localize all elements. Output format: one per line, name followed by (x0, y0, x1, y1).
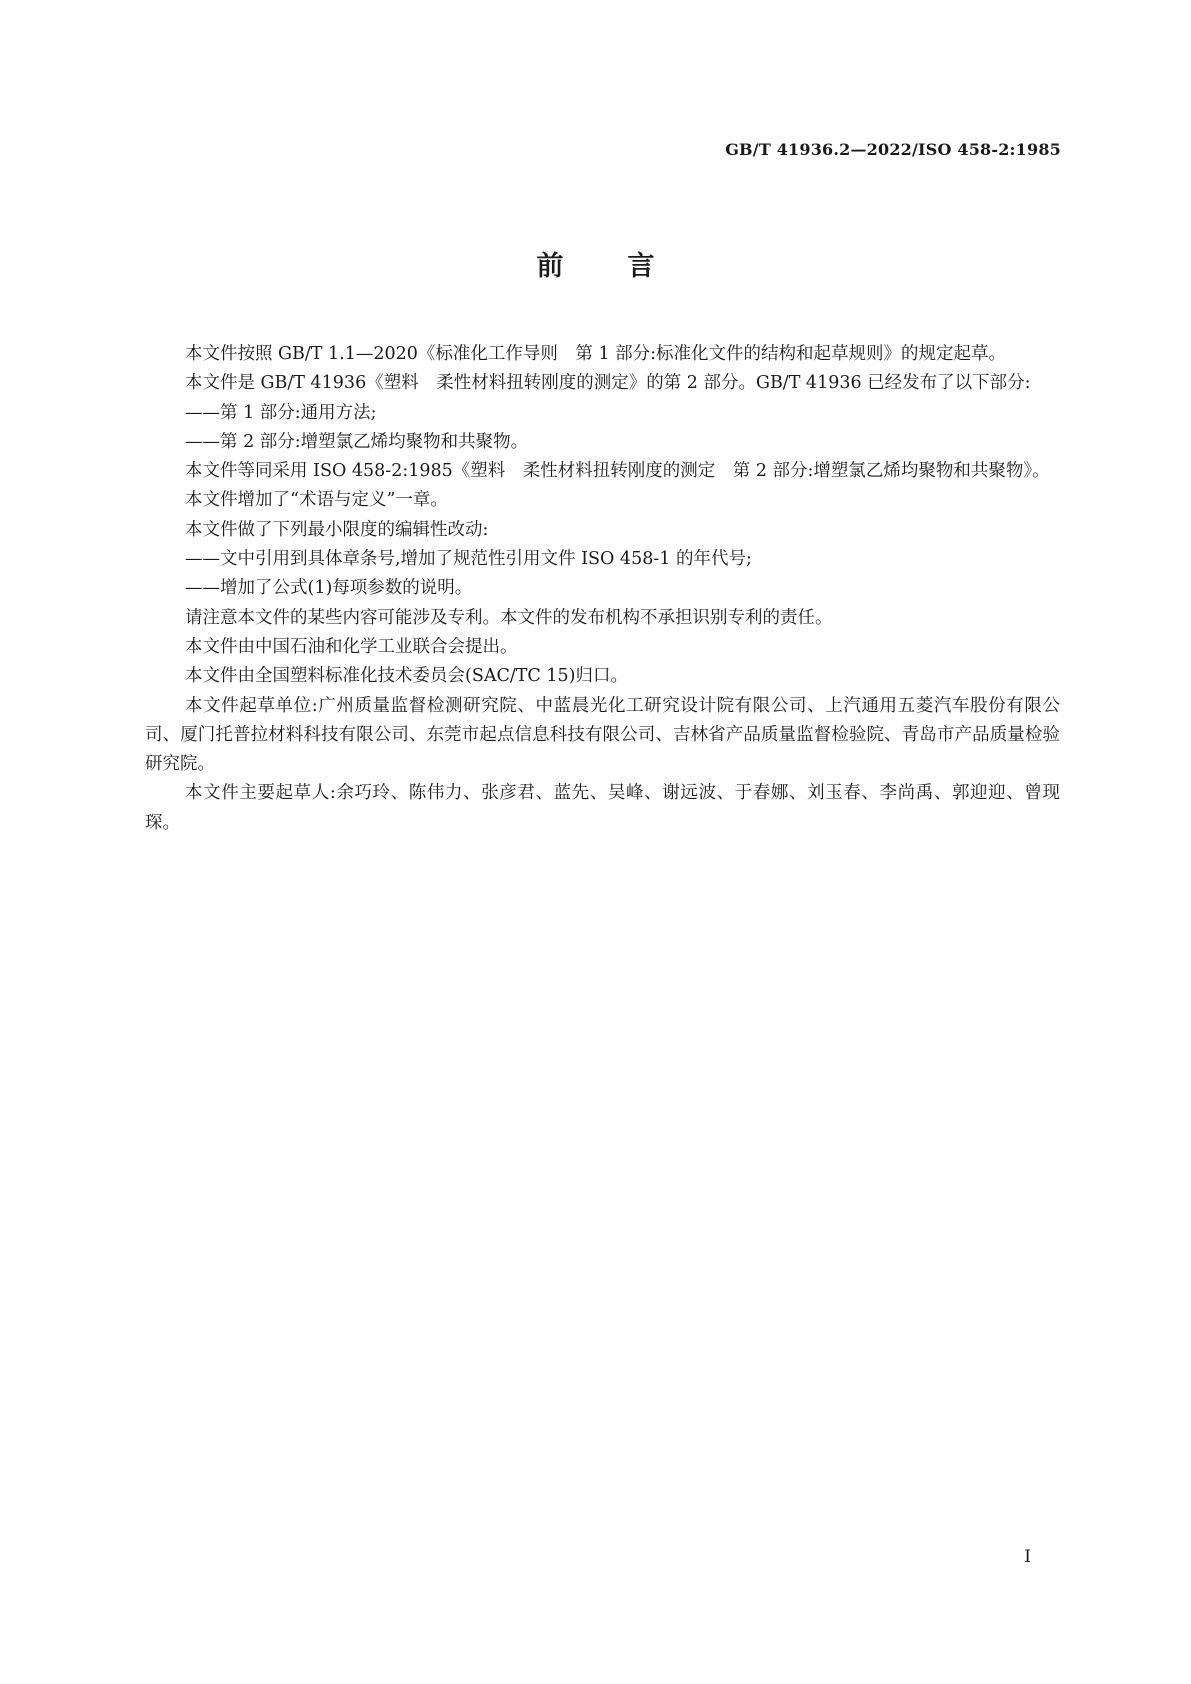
list-item-change-1: ——文中引用到具体章条号,增加了规范性引用文件 ISO 458-1 的年代号; (185, 549, 752, 570)
list-item-change-2: ——增加了公式(1)每项参数的说明。 (185, 578, 473, 599)
paragraph-proposed-by: 本文件由中国石油和化学工业联合会提出。 (185, 636, 518, 657)
list-item-part-1: ——第 1 部分:通用方法; (185, 402, 377, 423)
paragraph-patent-notice: 请注意本文件的某些内容可能涉及专利。本文件的发布机构不承担识别专利的责任。 (185, 607, 833, 628)
title-char-1: 前 (536, 251, 564, 282)
paragraph-part-info: 本文件是 GB/T 41936《塑料 柔性材料扭转刚度的测定》的第 2 部分。GB/T 41936 已经发布了以下部分: (185, 373, 1031, 394)
foreword-body (145, 340, 1060, 838)
paragraph-managed-by: 本文件由全国塑料标准化技术委员会(SAC/TC 15)归口。 (185, 666, 628, 687)
list-item-part-2: ——第 2 部分:增塑氯乙烯均聚物和共聚物。 (185, 431, 529, 452)
paragraph-drafting-rules: 本文件按照 GB/T 1.1—2020《标准化工作导则 第 1 部分:标准化文件的结构和起草规则》的规定起草。 (185, 344, 1007, 364)
document-number: GB/T 41936.2—2022/ISO 458-2:1985 (725, 140, 1061, 159)
page-title (0, 244, 1191, 283)
title-char-2: 言 (627, 251, 655, 282)
paragraph-drafters: 本文件主要起草人:余巧玲、陈伟力、张彦君、蓝先、吴峰、谢远波、于春娜、刘玉春、李尚禹、郭迎迎、曾现琛。 (145, 783, 1060, 833)
paragraph-added-chapter: 本文件增加了“术语与定义”一章。 (185, 490, 448, 511)
page-number: I (1024, 1547, 1031, 1567)
paragraph-editorial-changes: 本文件做了下列最小限度的编辑性改动: (185, 519, 489, 540)
paragraph-adoption: 本文件等同采用 ISO 458-2:1985《塑料 柔性材料扭转刚度的测定 第 2 部分:增塑氯乙烯均聚物和共聚物》。 (185, 461, 1050, 482)
paragraph-drafting-units: 本文件起草单位:广州质量监督检测研究院、中蓝晨光化工研究设计院有限公司、上汽通用五菱汽车股份有限公司、厦门托普拉材料科技有限公司、东莞市起点信息科技有限公司、吉林省产品质量监督检验院、青岛市产品质量检验研究院。 (145, 695, 1060, 775)
